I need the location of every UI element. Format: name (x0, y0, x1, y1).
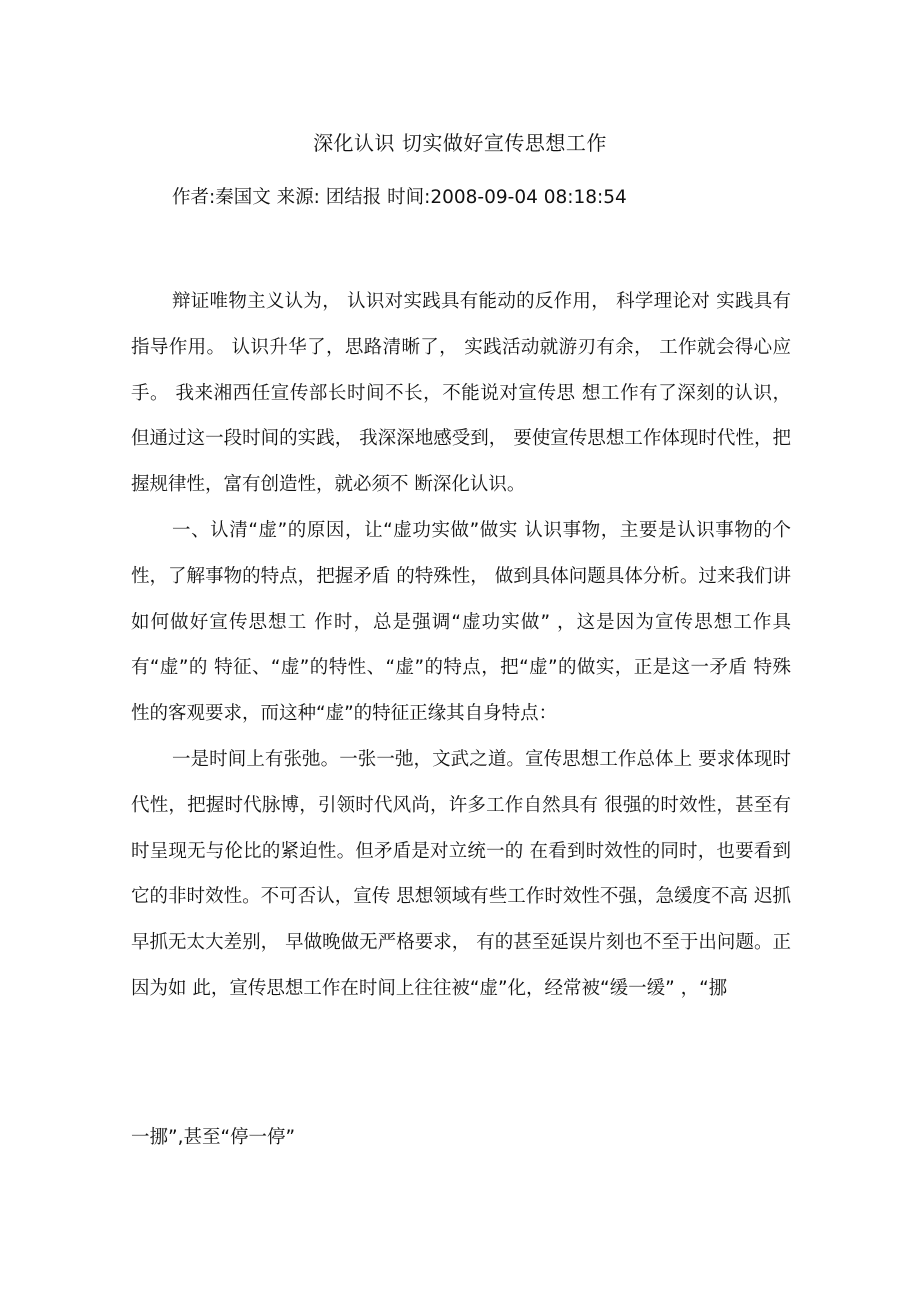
paragraph: 一是时间上有张弛。一张一弛，文武之道。宣传思想工作总体上 要求体现时代性，把握时代脉博，引领时代风尚，许多工作自然具有 很强的时效性，甚至有时呈现无与伦比的紧迫性。但矛盾是对立统一的 在看到时效性的同时，也要看到它的非时效性。不可否认，宣传 思想领域有些工作时效性不强，急缓度不高 迟抓早抓无太大差别， 早做晚做无严格要求， 有的甚至延误片刻也不至于出问题。正因为如 此，宣传思想工作在时间上往往被“虚”化，经常被“缓一缓” ，“挪 (131, 748, 791, 999)
paragraph: 一、认清“虚”的原因，让“虚功实做”做实 认识事物，主要是认识事物的个性，了解事物的特点，把握矛盾 的特殊性， 做到具体问题具体分析。过来我们讲如何做好宣传思想工 作时，总是强调“虚功实做” ，这是因为宣传思想工作具有“虚”的 特征、“虚”的特性、“虚”的特点，把“虚”的做实，正是这一矛盾 特殊性的客观要求，而这种“虚”的特征正缘其自身特点： (131, 519, 791, 725)
continued-line: 一挪”,甚至“停一停” (131, 1127, 296, 1148)
article-body (131, 279, 791, 1012)
article-meta: 作者:秦国文 来源: 团结报 时间:2008-09-04 08:18:54 (172, 187, 627, 208)
document-title: 深化认识 切实做好宣传思想工作 (313, 131, 607, 155)
paragraph: 辩证唯物主义认为， 认识对实践具有能动的反作用， 科学理论对 实践具有指导作用。 认识升华了，思路清晰了， 实践活动就游刃有余， 工作就会得心应手。 我来湘西任宣传部长时间不长，不能说对宣传思 想工作有了深刻的认识， 但通过这一段时间的实践， 我深深地感受到， 要使宣传思想工作体现时代性，把握规律性，富有创造性，就必须不 断深化认识。 (131, 291, 791, 496)
